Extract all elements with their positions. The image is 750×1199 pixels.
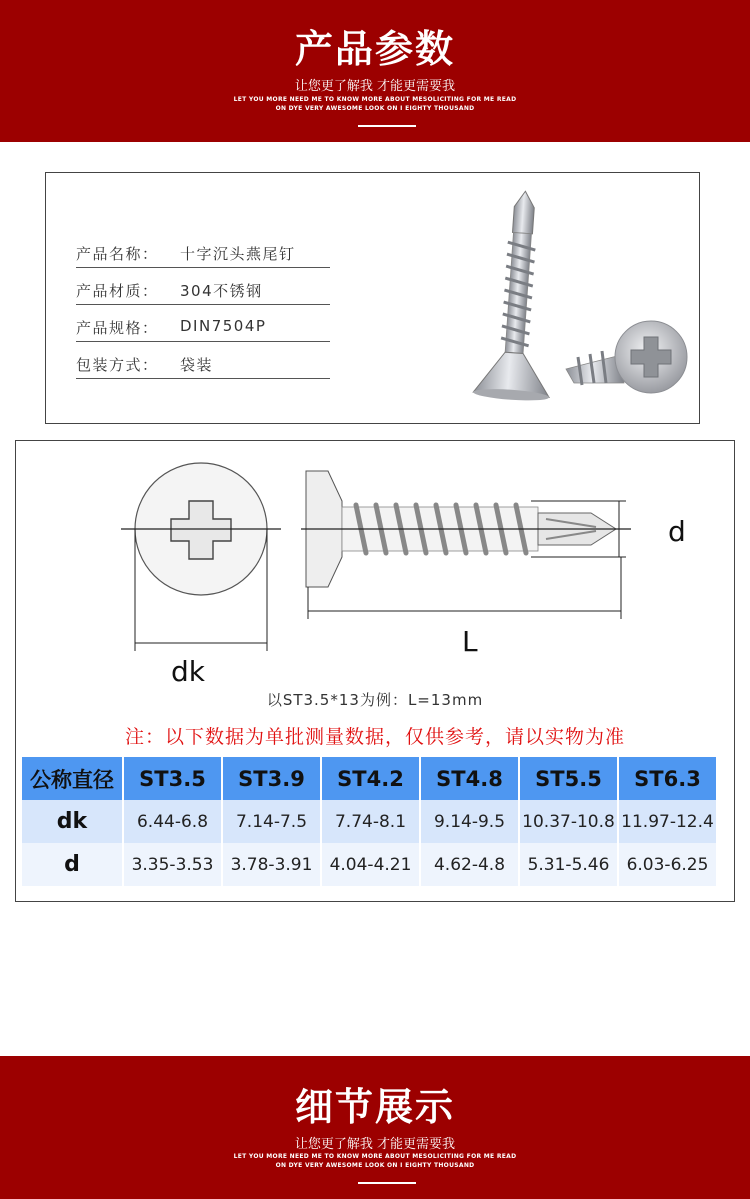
header-english-line-1: LET YOU MORE NEED ME TO KNOW MORE ABOUT MESOLICITING FOR ME READ (233, 96, 517, 103)
footer-banner (0, 1056, 750, 1199)
product-info-box (45, 172, 700, 424)
table-column-header: ST4.8 (421, 757, 518, 800)
dimension-diagram (116, 461, 696, 691)
info-value: 袋装 (180, 356, 214, 374)
info-label: 产品规格： (76, 319, 159, 337)
table-row-label: d (22, 843, 122, 886)
example-text: 以ST3.5*13为例：L=13mm (266, 691, 484, 709)
table-cell: 6.03-6.25 (619, 843, 716, 886)
info-row-spec (76, 315, 330, 342)
L-label: L (462, 625, 478, 658)
info-label: 产品名称： (76, 245, 159, 263)
header-banner (0, 0, 750, 142)
table-cell: 3.35-3.53 (124, 843, 221, 886)
footer-divider (358, 1182, 416, 1184)
table-cell: 4.62-4.8 (421, 843, 518, 886)
info-value: 十字沉头燕尾钉 (180, 245, 296, 263)
table-row (22, 843, 716, 886)
info-row-name (76, 241, 330, 268)
spec-box (15, 440, 735, 902)
table-column-header: ST3.5 (124, 757, 221, 800)
table-cell: 3.78-3.91 (223, 843, 320, 886)
header-title: 产品参数 (294, 27, 455, 71)
table-row (22, 800, 716, 843)
table-cell: 10.37-10.8 (520, 800, 617, 843)
footer-subtitle: 让您更了解我 才能更需要我 (294, 1137, 456, 1152)
table-column-header: ST5.5 (520, 757, 617, 800)
table-column-header: ST6.3 (619, 757, 716, 800)
footer-title: 细节展示 (294, 1085, 455, 1129)
table-cell: 11.97-12.4 (619, 800, 716, 843)
table-cell: 7.74-8.1 (322, 800, 419, 843)
info-label: 包装方式： (76, 356, 159, 374)
table-cell: 7.14-7.5 (223, 800, 320, 843)
d-label: d (668, 515, 686, 548)
header-english-text (0, 95, 750, 113)
info-row-packaging (76, 352, 330, 379)
header-subtitle: 让您更了解我 才能更需要我 (294, 79, 456, 94)
table-cell: 6.44-6.8 (124, 800, 221, 843)
footer-english-line-1: LET YOU MORE NEED ME TO KNOW MORE ABOUT MESOLICITING FOR ME READ (233, 1153, 517, 1160)
table-cell: 9.14-9.5 (421, 800, 518, 843)
table-cell: 5.31-5.46 (520, 843, 617, 886)
info-value: 304不锈钢 (180, 282, 263, 300)
info-row-material (76, 278, 330, 305)
info-label: 产品材质： (76, 282, 159, 300)
table-cell: 4.04-4.21 (322, 843, 419, 886)
product-photo (456, 187, 696, 413)
dk-label: dk (171, 655, 205, 688)
table-column-header: ST3.9 (223, 757, 320, 800)
table-header-label: 公称直径 (22, 757, 122, 800)
measurement-note: 注：以下数据为单批测量数据，仅供参考，请以实物为准 (124, 726, 625, 748)
table-column-header: ST4.2 (322, 757, 419, 800)
header-divider (358, 125, 416, 127)
table-row-label: dk (22, 800, 122, 843)
header-english-line-2: ON DYE VERY AWESOME LOOK ON I EIGHTY THOUSAND (275, 105, 475, 112)
spec-table (20, 757, 718, 886)
info-value: DIN7504P (180, 317, 267, 335)
footer-english-line-2: ON DYE VERY AWESOME LOOK ON I EIGHTY THOUSAND (275, 1162, 475, 1169)
footer-english-text (0, 1152, 750, 1170)
